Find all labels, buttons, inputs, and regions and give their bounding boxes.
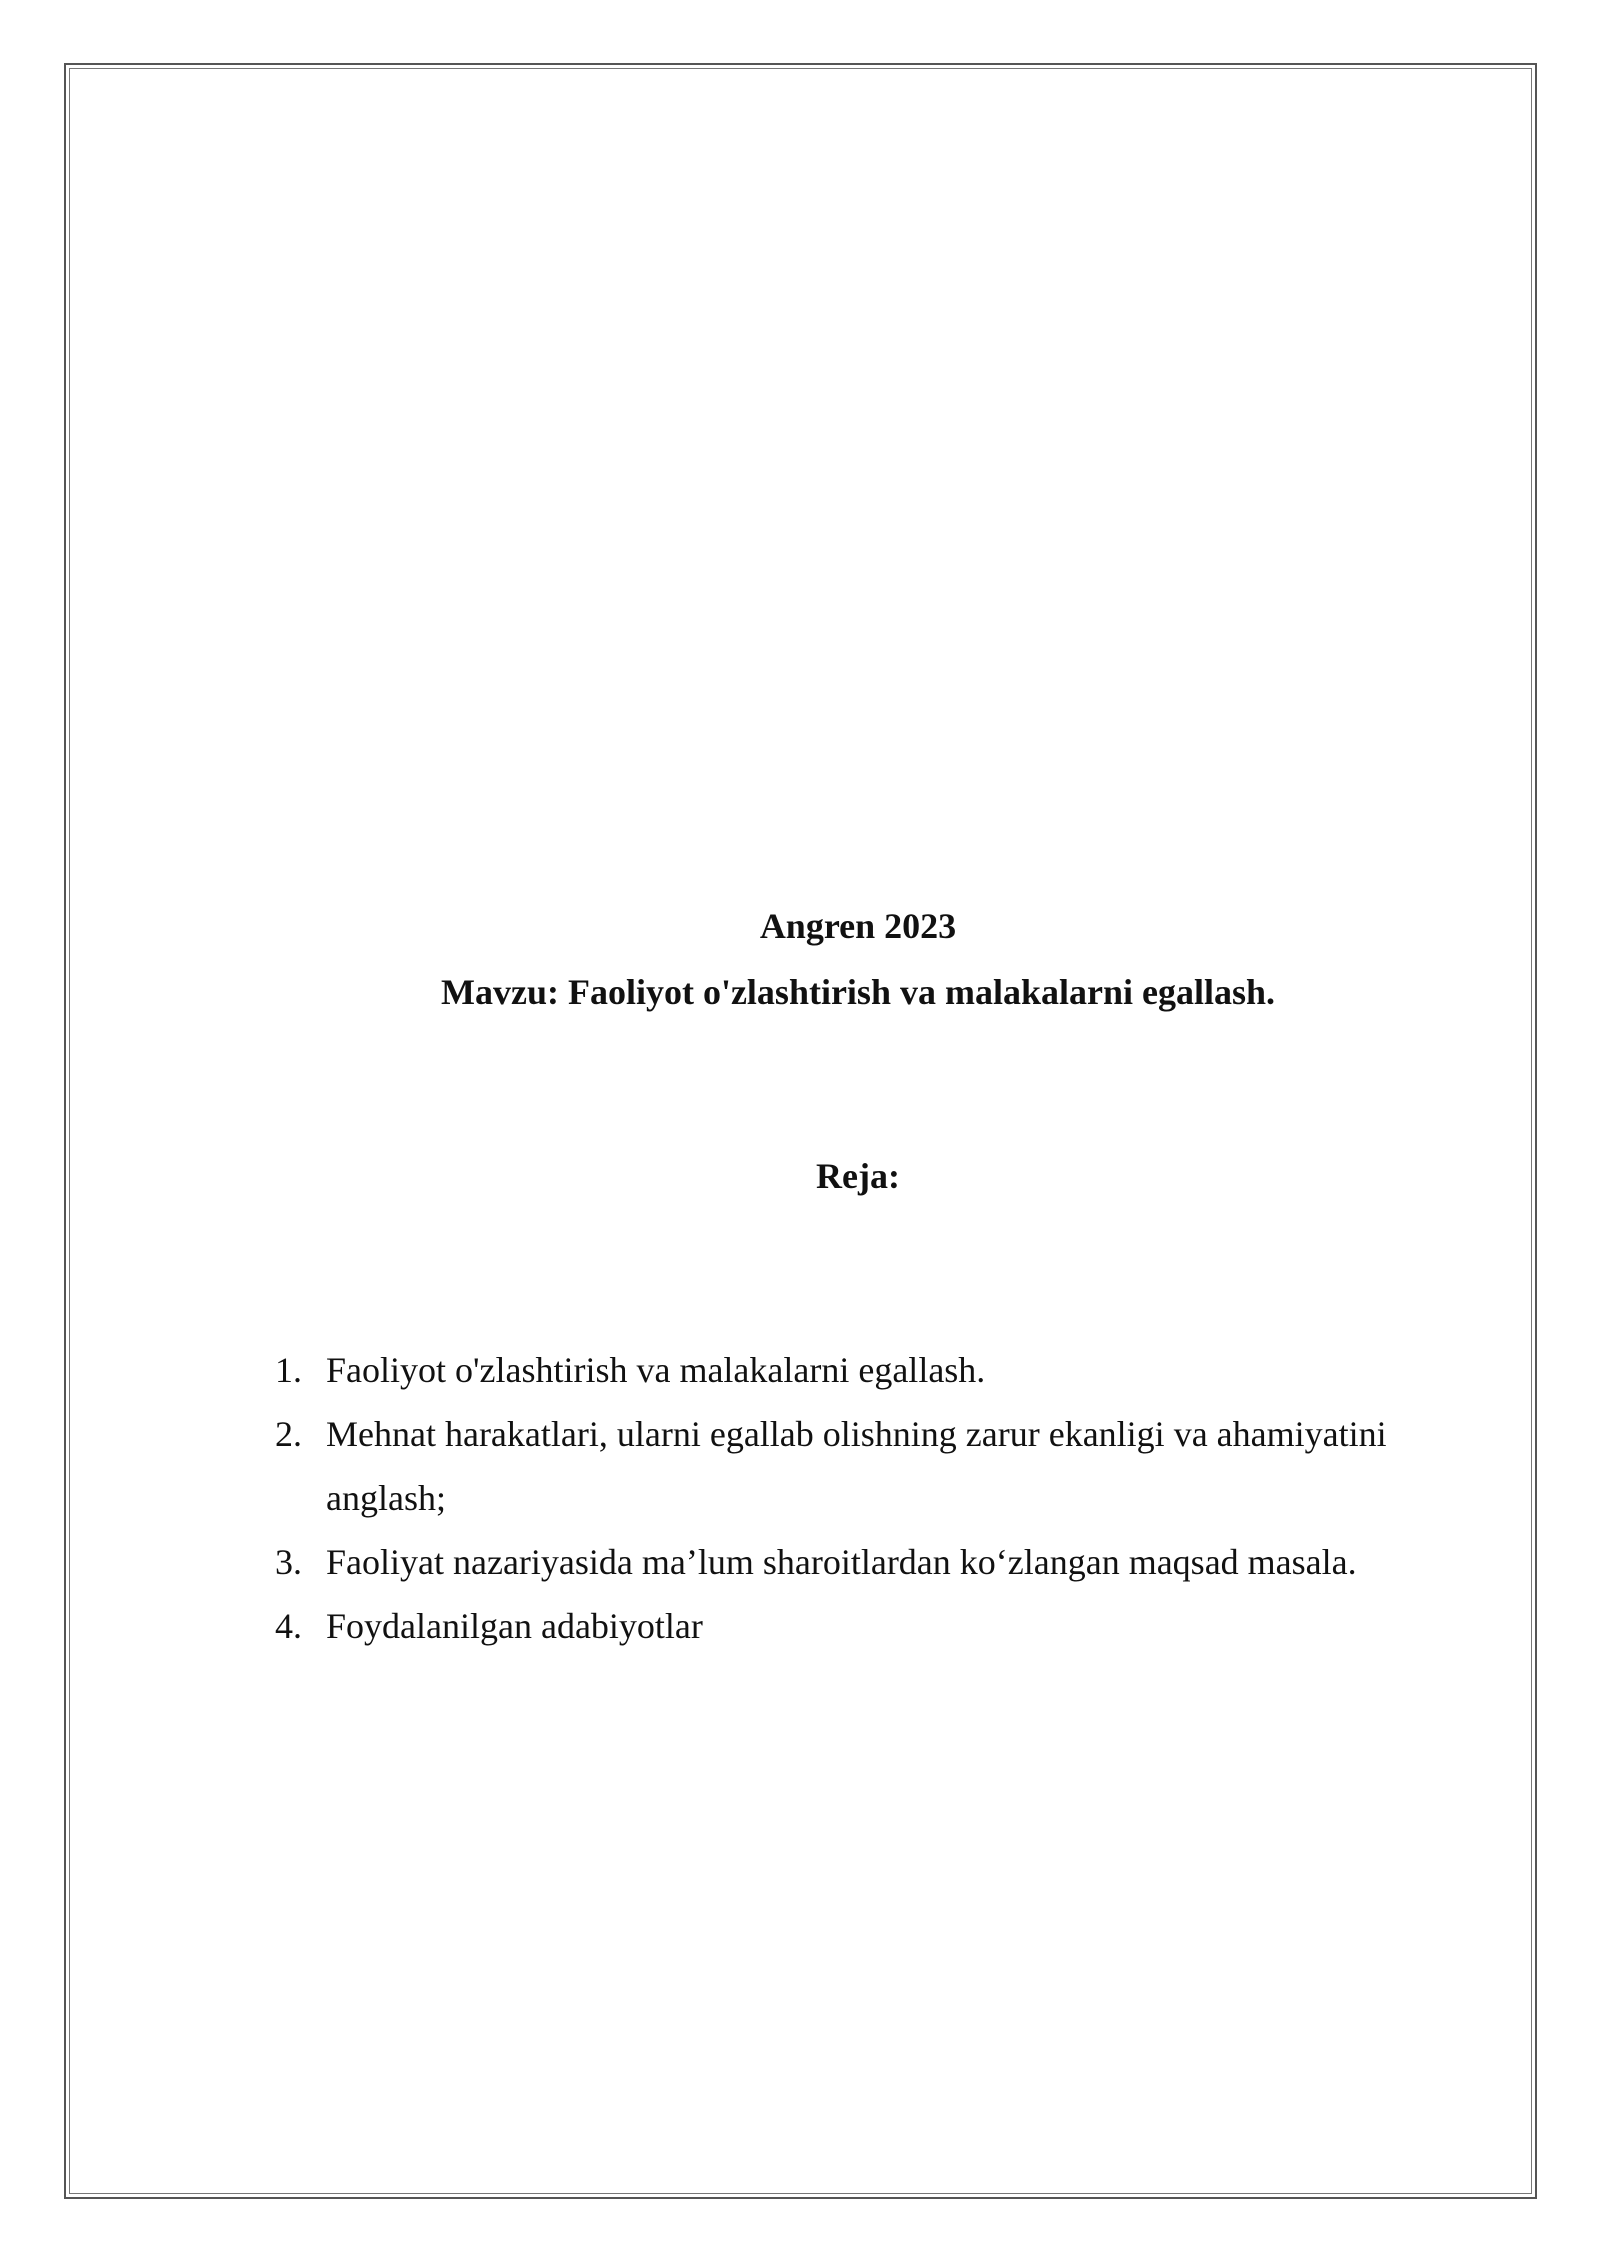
plan-item (275, 1530, 1455, 1594)
plan-list (275, 1338, 1455, 1658)
plan-item (275, 1402, 1455, 1530)
plan-item-text: Foydalanilgan adabiyotlar (326, 1606, 703, 1646)
plan-item-number: 1. (275, 1350, 302, 1390)
plan-item (275, 1594, 1455, 1658)
plan-item-text: Faoliyat nazariyasida ma’lum sharoitlardan ko‘zlangan maqsad masala. (326, 1542, 1357, 1582)
topic-heading: Mavzu: Faoliyot o'zlashtirish va malakalarni egallash. (441, 972, 1275, 1012)
plan-item-number: 3. (275, 1542, 302, 1582)
plan-item-number: 4. (275, 1606, 302, 1646)
plan-item (275, 1338, 1455, 1402)
city-year-heading: Angren 2023 (759, 906, 957, 946)
plan-item-text: Faoliyot o'zlashtirish va malakalarni egallash. (326, 1350, 986, 1390)
plan-item-number: 2. (275, 1414, 302, 1454)
plan-heading: Reja: (816, 1156, 900, 1196)
page-border (64, 63, 1537, 2199)
plan-item-text: Mehnat harakatlari, ularni egallab olishning zarur ekanligi va ahamiyatini anglash; (326, 1414, 1387, 1518)
